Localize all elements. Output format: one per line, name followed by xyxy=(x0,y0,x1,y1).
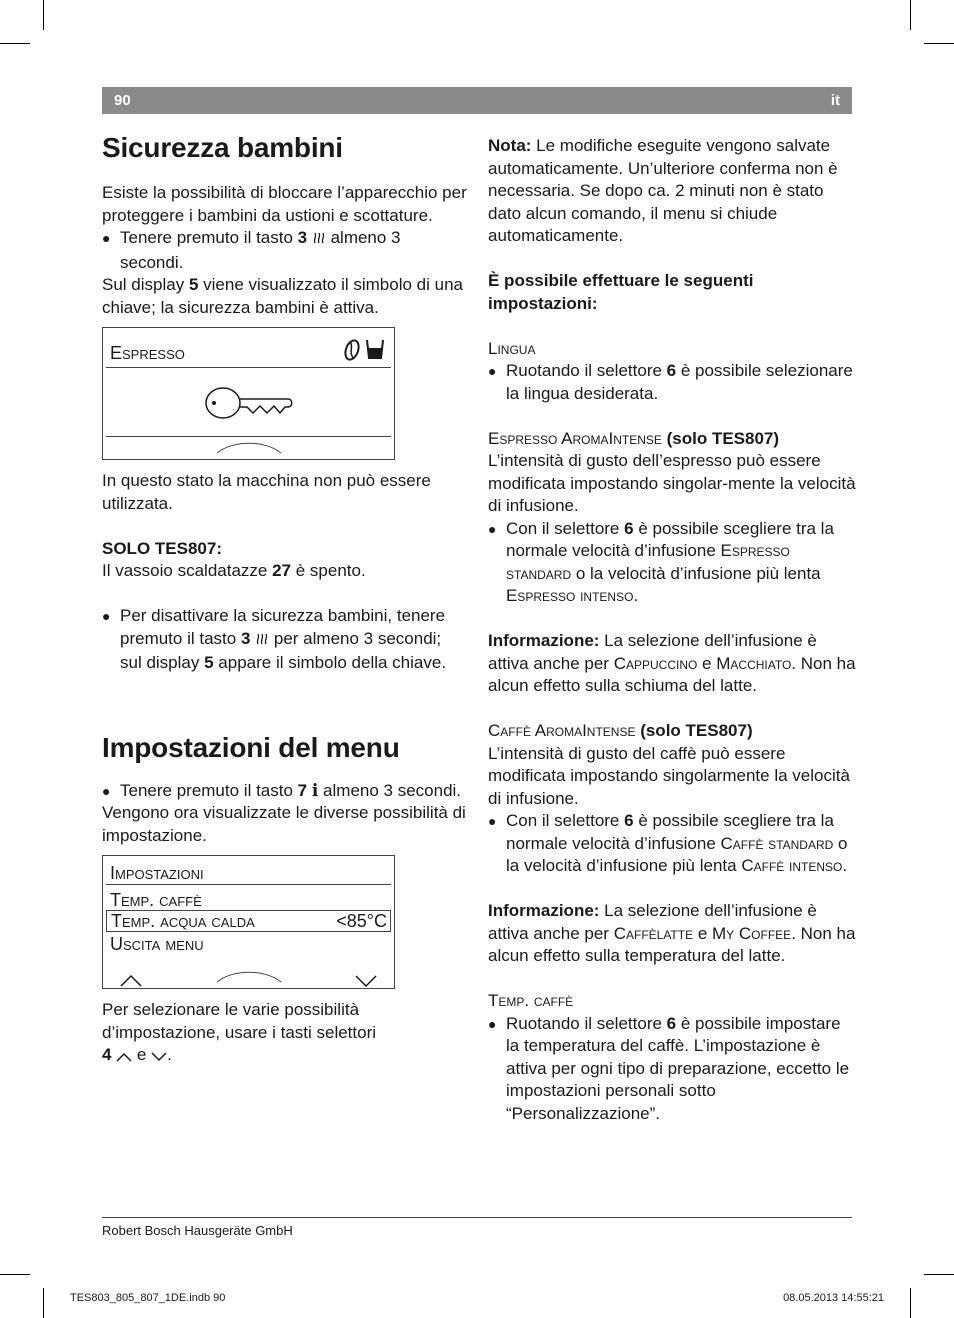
paragraph: Sul display 5 viene visualizzato il simbolo di una chiave; la sicurezza bambini è attiva. xyxy=(102,275,463,317)
crop-mark xyxy=(924,43,954,44)
steam-icon xyxy=(255,630,269,653)
chevron-up-icon xyxy=(116,1046,132,1069)
bullet-item: ● Con il selettore 6 è possibile scegliere tra la normale velocità d’infusione Caffè standard o la velocità d’infusione più lenta Caffè intenso. xyxy=(488,810,856,878)
page-header-bar xyxy=(102,87,852,114)
bullet-item: ● Tenere premuto il tasto 7 i almeno 3 secondi. xyxy=(102,780,467,803)
footer-divider xyxy=(102,1217,852,1218)
display-divider xyxy=(106,367,391,368)
right-column xyxy=(488,135,856,1125)
paragraph: Il vassoio scaldatazze 27 è spento. xyxy=(102,561,366,580)
crop-mark xyxy=(924,1274,954,1275)
subheading-language: Lingua xyxy=(488,338,536,358)
paragraph: L’intensità di gusto dell’espresso può essere modificata impostando singolar-mente la velocità di infusione. xyxy=(488,451,856,515)
bullet-item: ● Con il selettore 6 è possibile scegliere tra la normale velocità d’infusione Espresso standard o la velocità d’infusione più lenta Espresso intenso. xyxy=(488,518,856,608)
chevron-down-icon xyxy=(151,1046,167,1069)
paragraph: L’intensità di gusto del caffè può essere modificata impostando singolarmente la velocità di infusione. xyxy=(488,743,850,808)
display-settings-menu xyxy=(102,855,395,989)
bullet-item: ● Ruotando il selettore 6 è possibile impostare la temperatura del caffè. L’impostazione è attiva per ogni tipo di preparazione, eccetto le impostazioni personali sotto “Personalizzazione”. xyxy=(488,1013,856,1126)
display-title: Impostazioni xyxy=(110,863,204,883)
key-icon xyxy=(203,383,295,430)
bullet-item: ● Per disattivare la sicurezza bambini, tenere premuto il tasto 3 per almeno 3 secondi; sul display 5 appare il simbolo della chiave. xyxy=(102,605,467,675)
info-paragraph: Informazione: La selezione dell’infusione è attiva anche per Caffèlatte e My Coffee. Non ha alcun effetto sulla temperatura del latte. xyxy=(488,901,856,965)
crop-mark xyxy=(910,1288,911,1318)
paragraph: Esiste la possibilità di bloccare l’apparecchio per proteggere i bambini da ustioni e scottature. xyxy=(102,183,467,225)
menu-row-water-temp-selected: Temp. acqua calda <85°C xyxy=(106,910,391,932)
chevron-down-icon xyxy=(355,971,377,994)
bean-cup-icon xyxy=(342,336,386,369)
display-title: Espresso xyxy=(110,343,185,363)
crop-mark xyxy=(0,1274,30,1275)
crop-mark xyxy=(43,1288,44,1318)
info-paragraph: Informazione: La selezione dell’infusione è attiva anche per Cappuccino e Macchiato. Non ha alcun effetto sulla schiuma del latte. xyxy=(488,631,856,695)
subheading-espresso-aromaintense: Espresso AromaIntense (solo TES807) xyxy=(488,428,780,448)
crop-mark xyxy=(910,0,911,30)
subheading-caffe-aromaintense: Caffè AromaIntense (solo TES807) xyxy=(488,721,753,740)
bullet-item: ● Tenere premuto il tasto 3 almeno 3 secondi. xyxy=(102,227,467,274)
settings-heading: È possibile effettuare le seguenti impostazioni: xyxy=(488,271,754,313)
crop-mark xyxy=(43,0,44,30)
water-temp-value: <85°C xyxy=(336,911,387,931)
info-icon: i xyxy=(311,780,319,801)
paragraph: Per selezionare le varie possibilità d’impostazione, usare i tasti selettori 4 e . xyxy=(102,999,467,1069)
footer-company: Robert Bosch Hausgeräte GmbH xyxy=(102,1223,293,1238)
paragraph: Vengono ora visualizzate le diverse possibilità di impostazione. xyxy=(102,803,466,845)
crop-mark xyxy=(0,43,30,44)
bullet-item: ● Ruotando il selettore 6 è possibile selezionare la lingua desiderata. xyxy=(488,360,856,405)
chevron-up-icon xyxy=(120,971,142,994)
section-title-menu-settings: Impostazioni del menu xyxy=(102,731,400,763)
page-number: 90 xyxy=(114,92,131,109)
menu-row-exit: Uscita menu xyxy=(110,934,204,954)
steam-icon xyxy=(312,229,326,252)
left-column xyxy=(102,130,467,1069)
language-code: it xyxy=(830,92,840,109)
display-child-lock xyxy=(102,327,395,460)
print-file-info: TES803_805_807_1DE.indb 90 xyxy=(70,1292,226,1304)
note-paragraph: Nota: Le modifiche eseguite vengono salvate automaticamente. Un’ulteriore conferma non è necessaria. Se dopo ca. 2 minuti non è stato dato alcun comando, il menu si chiude automaticamente. xyxy=(488,136,838,245)
display-divider xyxy=(106,884,391,885)
print-datetime: 08.05.2013 14:55:21 xyxy=(783,1292,884,1304)
section-title-child-safety: Sicurezza bambini xyxy=(102,132,343,163)
display-knob-shape xyxy=(217,967,281,990)
display-knob-shape xyxy=(217,438,281,461)
subheading-coffee-temp: Temp. caffè xyxy=(488,991,574,1010)
paragraph: In questo stato la macchina non può essere utilizzata. xyxy=(102,471,431,513)
menu-row-coffee-temp: Temp. caffè xyxy=(110,890,202,910)
solo-label: SOLO TES807: xyxy=(102,538,222,558)
